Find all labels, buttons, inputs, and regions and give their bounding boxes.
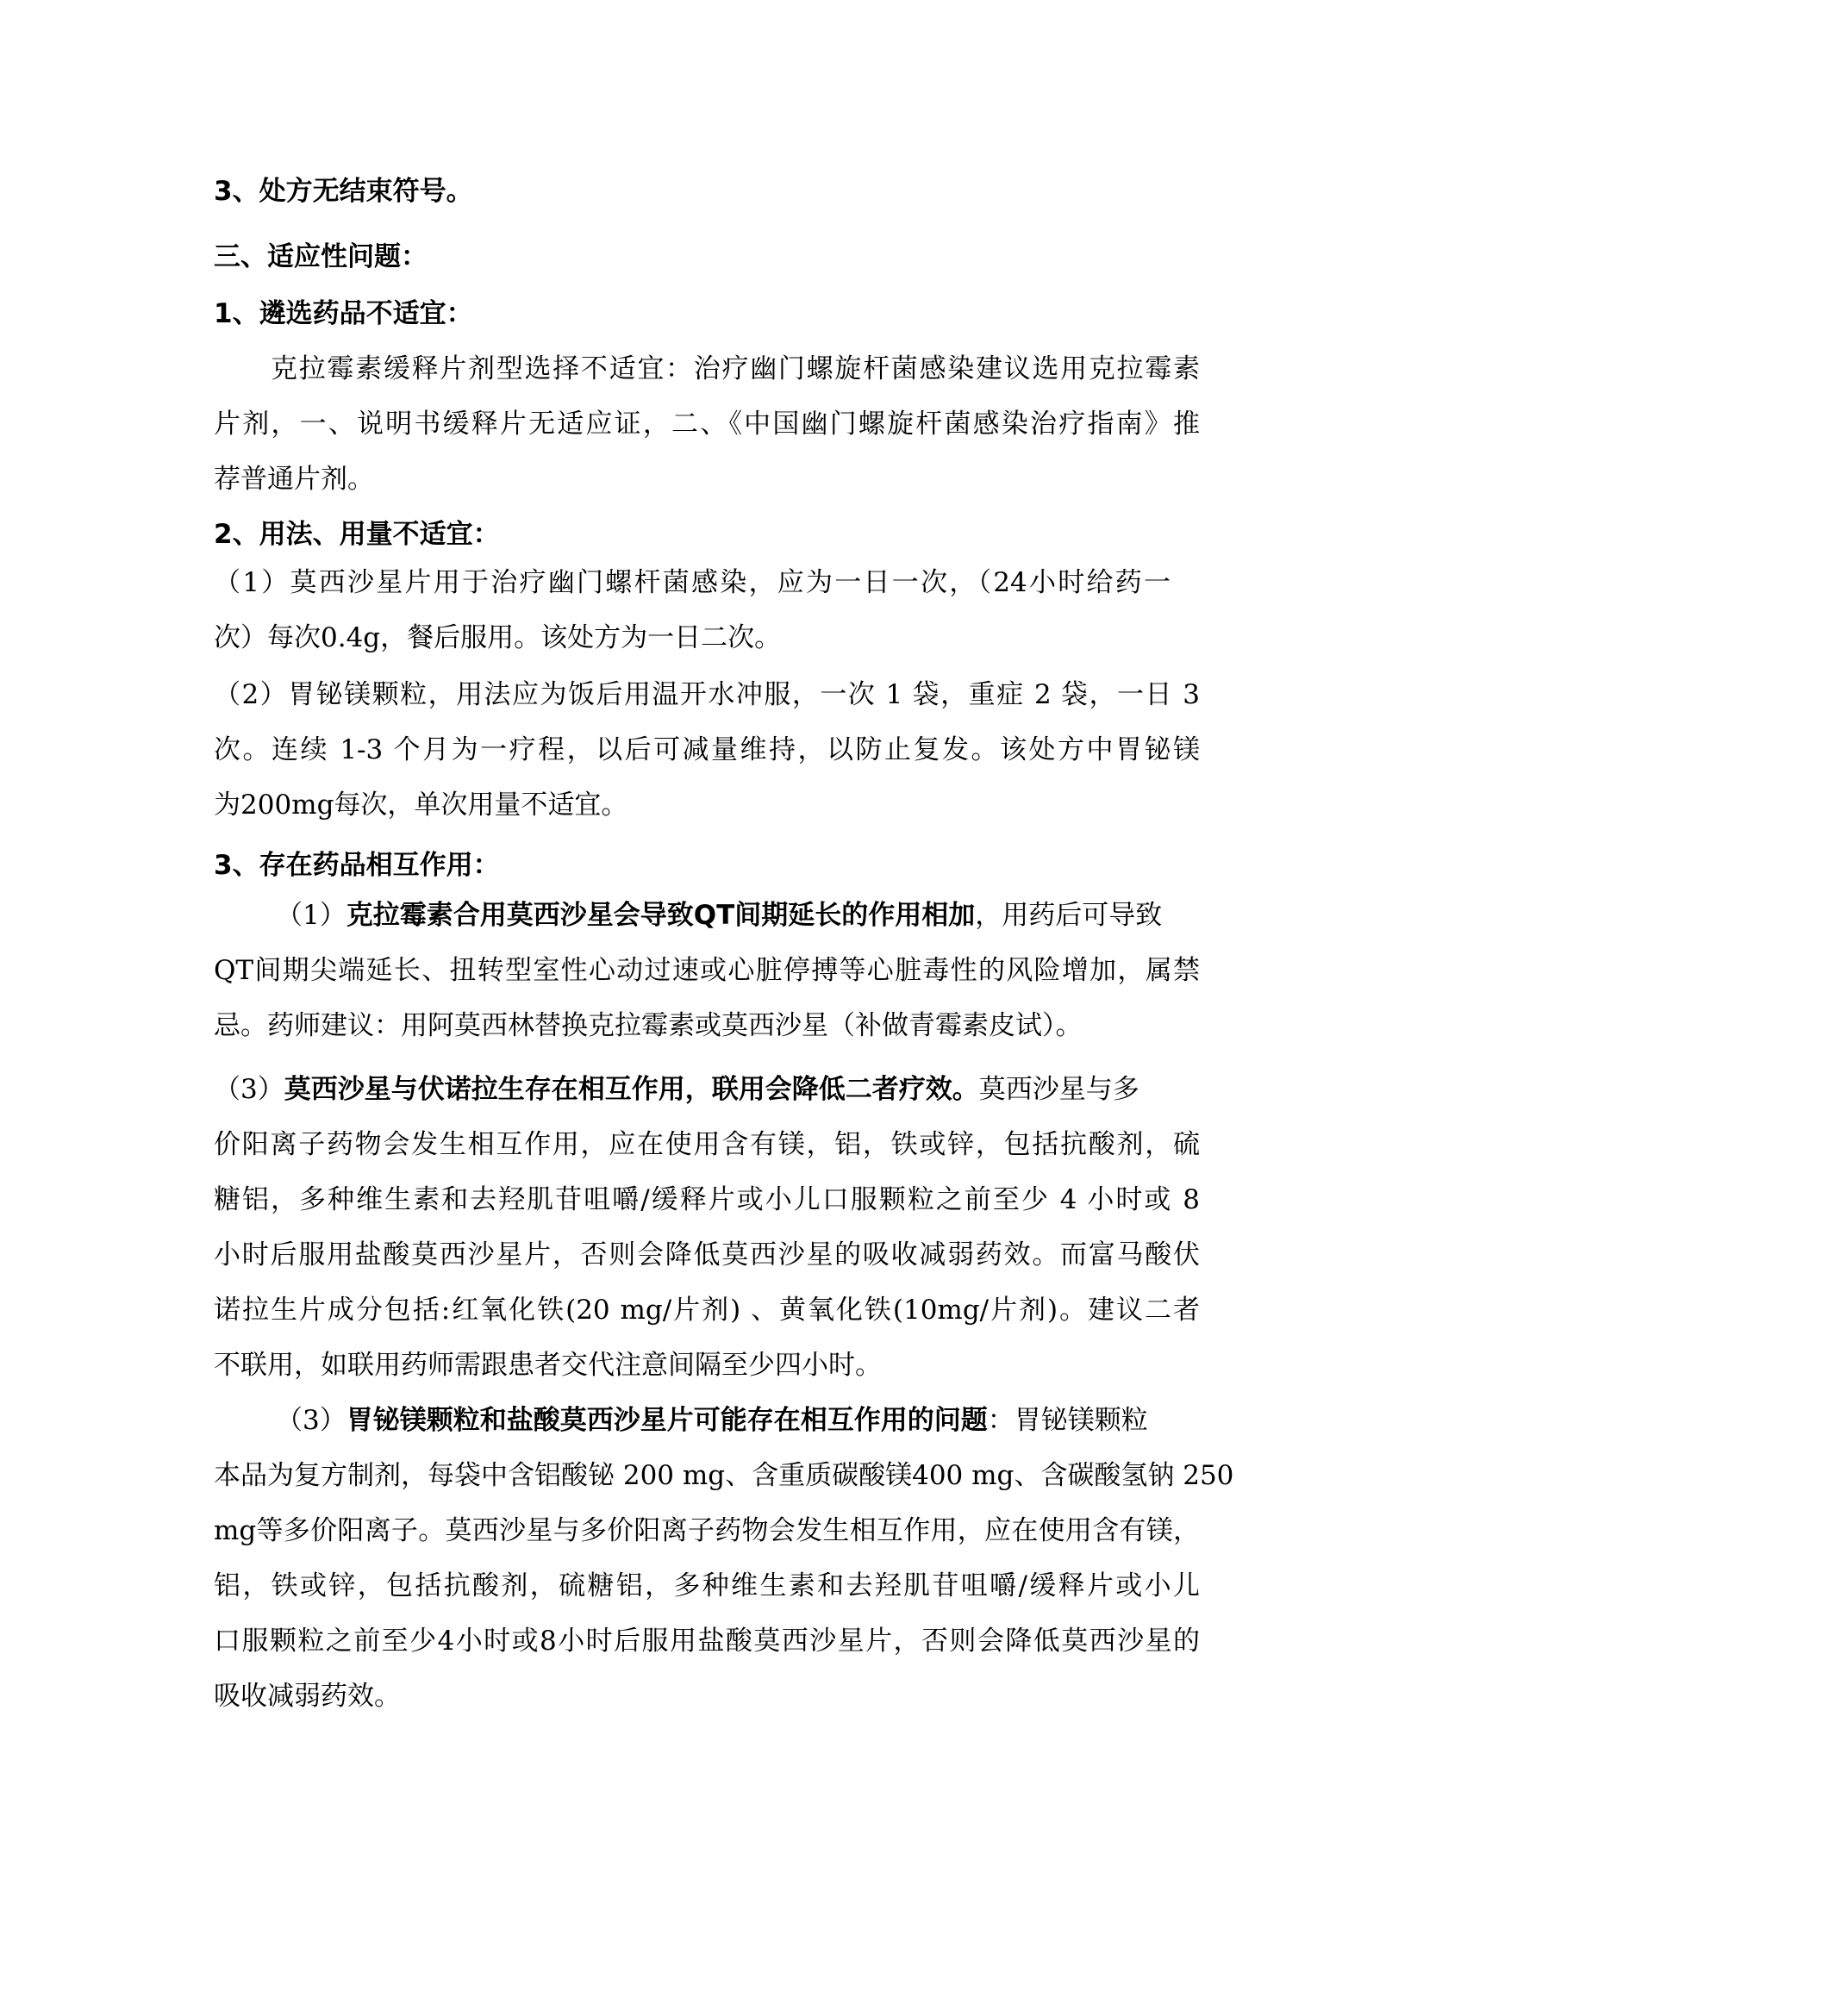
para-inter3-line-1 [276, 1403, 1148, 1438]
para-inter3-prefix: （3） [276, 1405, 346, 1436]
para-usage2-line-1: （2）胃铋镁颗粒，用法应为饭后用温开水冲服，一次 1 袋，重症 2 袋，一日 3 [214, 679, 1200, 710]
heading-usage: 2、用法、用量不适宜： [214, 519, 500, 550]
para-inter1-line-3: 忌。药师建议：用阿莫西林替换克拉霉素或莫西沙星（补做青霉素皮试）。 [214, 1010, 1083, 1041]
para-inter2-rest: 莫西沙星与多 [978, 1074, 1139, 1105]
para-inter3-line-2: 本品为复方制剂，每袋中含铝酸铋 200 mg、含重质碳酸镁400 mg、含碳酸氢钠 250 [214, 1460, 1234, 1491]
para-inter3-line-5: 口服颗粒之前至少4小时或8小时后服用盐酸莫西沙星片，否则会降低莫西沙星的 [214, 1626, 1200, 1657]
para-inter1-line-2: QT间期尖端延长、扭转型室性心动过速或心脏停搏等心脏毒性的风险增加，属禁 [214, 955, 1200, 986]
heading-no-end-symbol: 3、处方无结束符号。 [214, 176, 473, 207]
para-inter1-rest: ，用药后可导致 [975, 900, 1163, 931]
para-inter1-prefix: （1） [276, 900, 346, 931]
para-inter3-rest: ：胃铋镁颗粒 [987, 1405, 1148, 1436]
para-inter2-bold: 莫西沙星与伏诺拉生存在相互作用，联用会降低二者疗效。 [284, 1074, 979, 1105]
para-inter2-line-3: 糖铝，多种维生素和去羟肌苷咀嚼/缓释片或小儿口服颗粒之前至少 4 小时或 8 [214, 1184, 1200, 1215]
para-inter2-line-1 [214, 1072, 1139, 1107]
heading-interaction: 3、存在药品相互作用： [214, 850, 500, 881]
para-inter1-line-1 [276, 898, 1162, 933]
para-inter3-line-4: 铝，铁或锌，包括抗酸剂，硫糖铝，多种维生素和去羟肌苷咀嚼/缓释片或小儿 [214, 1570, 1200, 1601]
para-inter2-line-5: 诺拉生片成分包括:红氧化铁(20 mg/片剂) 、黄氧化铁(10mg/片剂)。建议二者 [214, 1295, 1200, 1326]
para-usage1-line-1: （1）莫西沙星片用于治疗幽门螺杆菌感染，应为一日一次，（24小时给药一 [214, 567, 1171, 598]
para-selection-line-3: 荐普通片剂。 [214, 464, 374, 495]
para-selection-line-2: 片剂，一、说明书缓释片无适应证，二、《中国幽门螺旋杆菌感染治疗指南》推 [214, 409, 1200, 440]
heading-drug-selection: 1、遴选药品不适宜： [214, 298, 473, 329]
para-selection-line-1: 克拉霉素缓释片剂型选择不适宜：治疗幽门螺旋杆菌感染建议选用克拉霉素 [271, 353, 1200, 384]
para-inter2-line-4: 小时后服用盐酸莫西沙星片，否则会降低莫西沙星的吸收减弱药效。而富马酸伏 [214, 1239, 1200, 1270]
para-inter3-bold: 胃铋镁颗粒和盐酸莫西沙星片可能存在相互作用的问题 [346, 1405, 988, 1436]
para-usage1-line-2: 次）每次0.4g，餐后服用。该处方为一日二次。 [214, 622, 782, 653]
para-inter2-line-6: 不联用，如联用药师需跟患者交代注意间隔至少四小时。 [214, 1350, 882, 1381]
para-inter2-line-2: 价阳离子药物会发生相互作用，应在使用含有镁，铝，铁或锌，包括抗酸剂，硫 [214, 1129, 1200, 1160]
para-usage2-line-3: 为200mg每次，单次用量不适宜。 [214, 790, 628, 821]
heading-section-3: 三、适应性问题： [214, 241, 428, 272]
para-inter1-bold: 克拉霉素合用莫西沙星会导致QT间期延长的作用相加 [346, 900, 976, 931]
para-inter3-line-6: 吸收减弱药效。 [214, 1681, 401, 1712]
para-usage2-line-2: 次。连续 1-3 个月为一疗程，以后可减量维持，以防止复发。该处方中胃铋镁 [214, 734, 1200, 765]
para-inter3-line-3: mg等多价阳离子。莫西沙星与多价阳离子药物会发生相互作用，应在使用含有镁， [214, 1515, 1200, 1546]
para-inter2-prefix: （3） [214, 1074, 284, 1105]
